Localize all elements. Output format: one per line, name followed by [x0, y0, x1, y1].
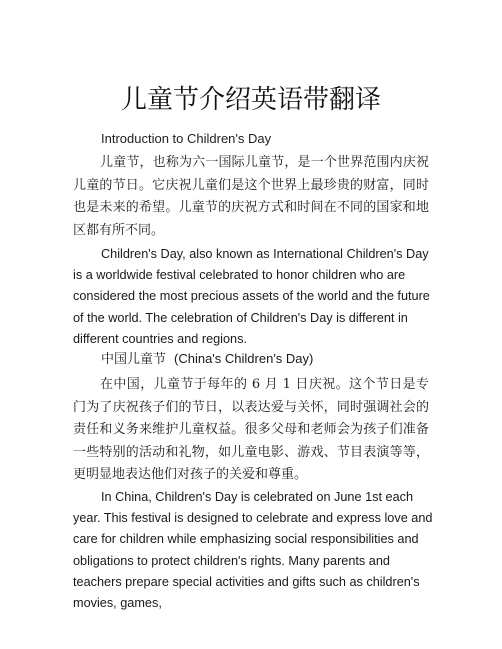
section-2-heading-english: (China's Children's Day) — [174, 351, 314, 366]
section-2-heading-chinese: 中国儿童节 — [101, 352, 167, 367]
paragraph-1-chinese: 儿童节，也称为六一国际儿童节，是一个世界范围内庆祝儿童的节日。它庆祝儿童们是这个世界上最珍贵的财富，同时也是未来的希望。儿童节的庆祝方式和时间在不同的国家和地区都有所不同。 — [73, 155, 429, 238]
document-title: 儿童节介绍英语带翻译 — [120, 85, 381, 115]
intro-heading: Introduction to Children's Day — [101, 131, 272, 146]
paragraph-2-chinese: 在中国，儿童节于每年的 6 月 1 日庆祝。这个节日是专门为了庆祝孩子们的节日，以表达爱与关怀，同时强调社会的责任和义务来维护儿童权益。很多父母和老师会为孩子们准备一些特别的活动和礼物，如儿童电影、游戏、节目表演等等，更明显地表达他们对孩子的关爱和尊重。 — [73, 377, 429, 483]
section-2-heading — [101, 349, 313, 370]
paragraph-1-english: Children's Day, also known as International Children's Day is a worldwide festival celebrated to honor children who are considered the most precious assets of the world and the future of the world. The celebration of Children's Day is different in different countries and regions. — [73, 247, 430, 346]
paragraph-2-english: In China, Children's Day is celebrated on June 1st each year. This festival is designed to celebrate and express love and care for children while emphasizing social responsibilities and obligations to protect children's rights. Many parents and teachers prepare special activities and gifts such as children's movies, games, — [73, 490, 433, 611]
